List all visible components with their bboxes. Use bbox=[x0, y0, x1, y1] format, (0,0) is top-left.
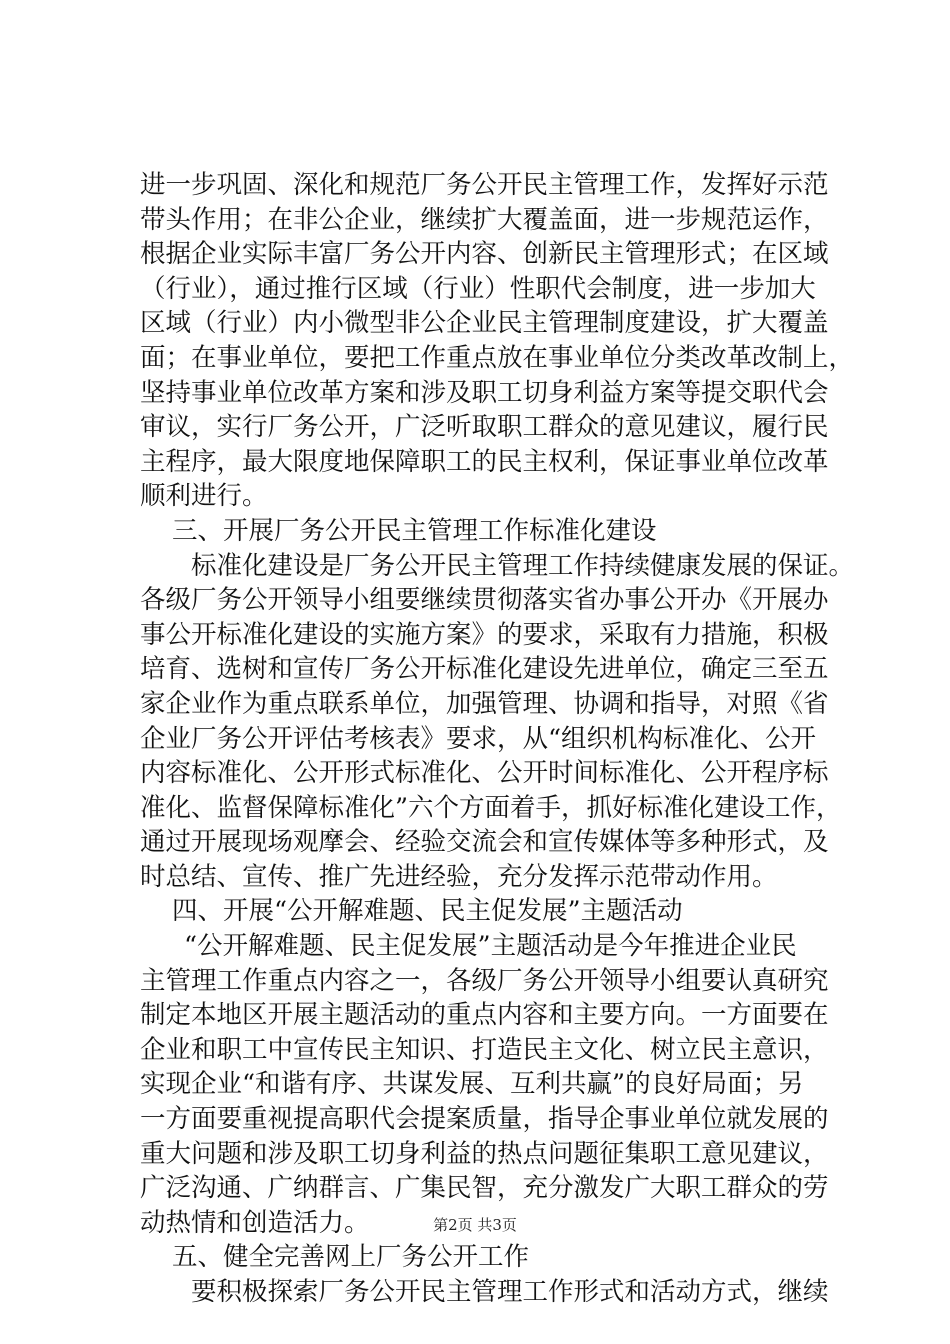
paragraph-line: 广泛沟通、广纳群言、广集民智，充分激发广大职工群众的劳 bbox=[140, 1173, 829, 1204]
paragraph-line: 区域（行业）内小微型非公企业民主管理制度建设，扩大覆盖 bbox=[140, 308, 829, 339]
paragraph-line: 事公开标准化建设的实施方案》的要求，采取有力措施，积极 bbox=[140, 619, 829, 650]
paragraph-line: 重大问题和涉及职工切身利益的热点问题征集职工意见建议， bbox=[140, 1138, 829, 1169]
paragraph-line: 家企业作为重点联系单位，加强管理、协调和指导，对照《省 bbox=[140, 688, 829, 719]
paragraph-line: 准化、监督保障标准化”六个方面着手，抓好标准化建设工作， bbox=[140, 792, 842, 823]
paragraph-line: 进一步巩固、深化和规范厂务公开民主管理工作，发挥好示范 bbox=[140, 170, 829, 200]
paragraph-line: 坚持事业单位改革方案和涉及职工切身利益方案等提交职代会 bbox=[140, 377, 829, 408]
paragraph-line: 主程序，最大限度地保障职工的民主权利，保证事业单位改革 bbox=[140, 446, 829, 477]
page-footer: 第2页 共3页 bbox=[433, 1216, 517, 1234]
paragraph-line: 培育、选树和宣传厂务公开标准化建设先进单位，确定三至五 bbox=[140, 654, 829, 685]
section-heading: 三、开展厂务公开民主管理工作标准化建设 bbox=[172, 515, 657, 546]
paragraph-line: 审议，实行厂务公开，广泛听取职工群众的意见建议，履行民 bbox=[140, 412, 829, 443]
document-body bbox=[140, 168, 855, 1310]
paragraph-line: 动热情和创造活力。 bbox=[140, 1207, 370, 1238]
section-heading: 五、健全完善网上厂务公开工作 bbox=[172, 1242, 530, 1273]
section-heading: 四、开展“公开解难题、民主促发展”主题活动 bbox=[172, 896, 683, 927]
paragraph-line: （行业），通过推行区域（行业）性职代会制度，进一步加大 bbox=[140, 273, 816, 304]
paragraph-line: 内容标准化、公开形式标准化、公开时间标准化、公开程序标 bbox=[140, 758, 829, 789]
paragraph-line: 根据企业实际丰富厂务公开内容、创新民主管理形式；在区域 bbox=[140, 239, 829, 270]
paragraph-line: 要积极探索厂务公开民主管理工作形式和活动方式，继续 bbox=[191, 1277, 829, 1307]
paragraph-line: 顺利进行。 bbox=[140, 481, 268, 512]
paragraph-line: 标准化建设是厂务公开民主管理工作持续健康发展的保证。 bbox=[191, 550, 855, 581]
paragraph-line: 企业厂务公开评估考核表》要求，从“组织机构标准化、公开 bbox=[140, 723, 817, 754]
paragraph-line: 时总结、宣传、推广先进经验，充分发挥示范带动作用。 bbox=[140, 861, 778, 892]
paragraph-line: 主管理工作重点内容之一，各级厂务公开领导小组要认真研究 bbox=[140, 965, 829, 996]
paragraph-line: 面；在事业单位，要把工作重点放在事业单位分类改革改制上， bbox=[140, 342, 855, 373]
paragraph-line: 制定本地区开展主题活动的重点内容和主要方向。一方面要在 bbox=[140, 1000, 829, 1031]
paragraph-line: 实现企业“和谐有序、共谋发展、互利共赢”的良好局面；另 bbox=[140, 1069, 804, 1100]
paragraph-line: 一方面要重视提高职代会提案质量，指导企事业单位就发展的 bbox=[140, 1104, 829, 1135]
paragraph-line: 各级厂务公开领导小组要继续贯彻落实省办事公开办《开展办 bbox=[140, 585, 829, 616]
paragraph-line: 通过开展现场观摩会、经验交流会和宣传媒体等多种形式，及 bbox=[140, 827, 829, 858]
paragraph-line: 带头作用；在非公企业，继续扩大覆盖面，进一步规范运作， bbox=[140, 204, 829, 235]
paragraph-line: “公开解难题、民主促发展”主题活动是今年推进企业民 bbox=[184, 931, 797, 962]
paragraph-line: 企业和职工中宣传民主知识、打造民主文化、树立民主意识， bbox=[140, 1034, 829, 1065]
